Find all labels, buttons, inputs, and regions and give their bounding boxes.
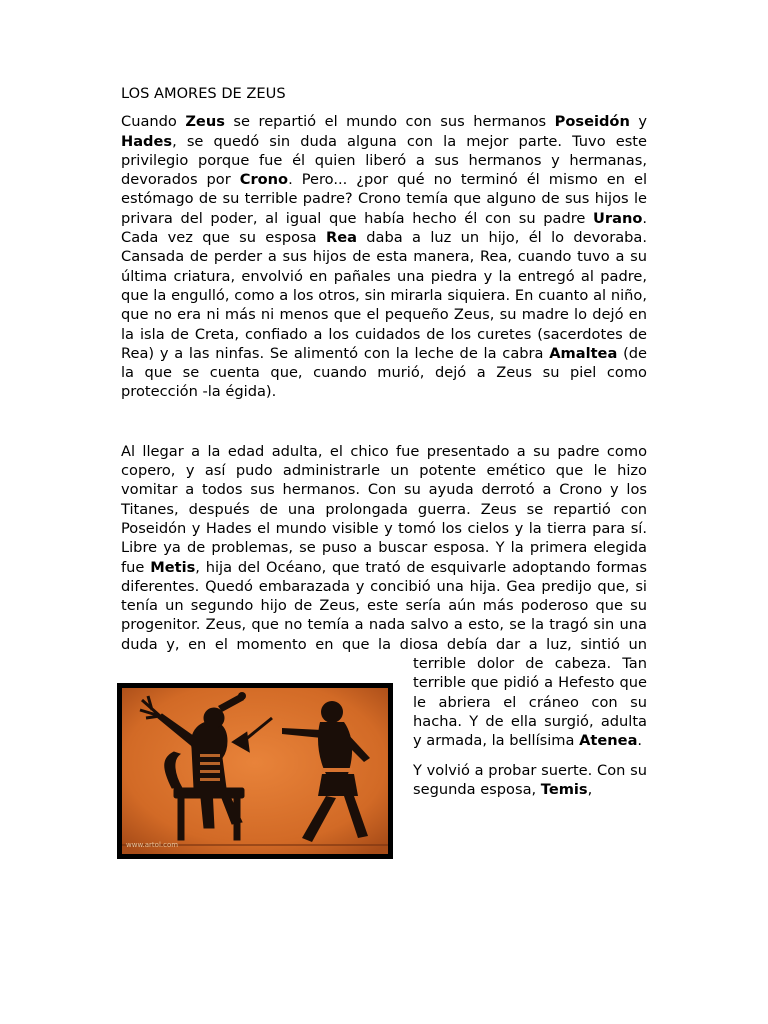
name-poseidon: Poseidón [554, 113, 630, 131]
paragraph-2: Al llegar a la edad adulta, el chico fue presentado a su padre como copero, y así pudo administrarle un potente emético que le hizo vomitar a todos sus hermanos. Con su ayuda derrotó a Crono y los Titanes, después de una prolongada guerra. Zeus se repartió con Poseidón y Hades el mundo visible y tomó los cielos y la tierra para sí. Libre ya de problemas, se puso a buscar esposa. Y la primera elegida fue Metis, hija del Océano, que trató de esquivarle adoptando formas diferentes. Quedó embarazada y concibió una hija. Gea predijo que, si tenía un segundo hijo de Zeus, este sería aún más poderoso que su progenitor. Zeus, que no temía a nada salvo a esto, se la tragó sin una duda y, en el momento en que la diosa debía dar a luz, sintió un terrible dolor de cabeza. Tan terrible que pidió a Hefesto que le abriera el cráneo con su hacha. Y de ella surgió, adulta y armada, la bellísima Atenea. [121, 442, 647, 751]
paragraph-1: Cuando Zeus se repartió el mundo con sus hermanos Poseidón y Hades, se quedó sin duda alguna con la mejor parte. Tuvo este privilegio porque fue él quien liberó a sus hermanos y hermanas, devorados por Crono. Pero... ¿por qué no terminó él mismo en el estómago de su terrible padre? Crono temía que alguno de sus hijos le privara del poder, al igual que había hecho él con su padre Urano. Cada vez que su esposa Rea daba a luz un hijo, él lo devoraba. Cansada de perder a sus hijos de esta manera, Rea, cuando tuvo a su última criatura, envolvió en pañales una piedra y la entregó al padre, que la engulló, como a los otros, sin mirarla siquiera. En cuanto al niño, que no era ni más ni menos que el pequeño Zeus, su madre lo dejó en la isla de Creta, confiado a los cuidados de los curetes (sacerdotes de Rea) y a las ninfas. Se alimentó con la leche de la cabra Amaltea (de la que se cuenta que, cuando murió, dejó a Zeus su piel como protección -la égida). [121, 113, 648, 401]
name-zeus: Zeus [185, 113, 225, 131]
paragraph-3: Y volvió a probar suerte. Con su segunda esposa, Temis, [413, 761, 647, 798]
name-amaltea: Amaltea [549, 344, 618, 362]
name-hades: Hades [121, 132, 173, 150]
name-temis: Temis [540, 780, 588, 798]
name-atenea: Atenea [579, 732, 638, 750]
greek-vase-painting-image [117, 683, 393, 859]
paragraph-gap [121, 402, 647, 442]
name-metis: Metis [150, 558, 196, 576]
vase-painting-illustration [122, 688, 388, 854]
name-crono: Crono [239, 171, 289, 189]
document-title: LOS AMORES DE ZEUS [121, 85, 286, 102]
image-watermark: www.artol.com [126, 841, 179, 849]
name-rea: Rea [325, 229, 357, 247]
name-urano: Urano [593, 209, 643, 227]
